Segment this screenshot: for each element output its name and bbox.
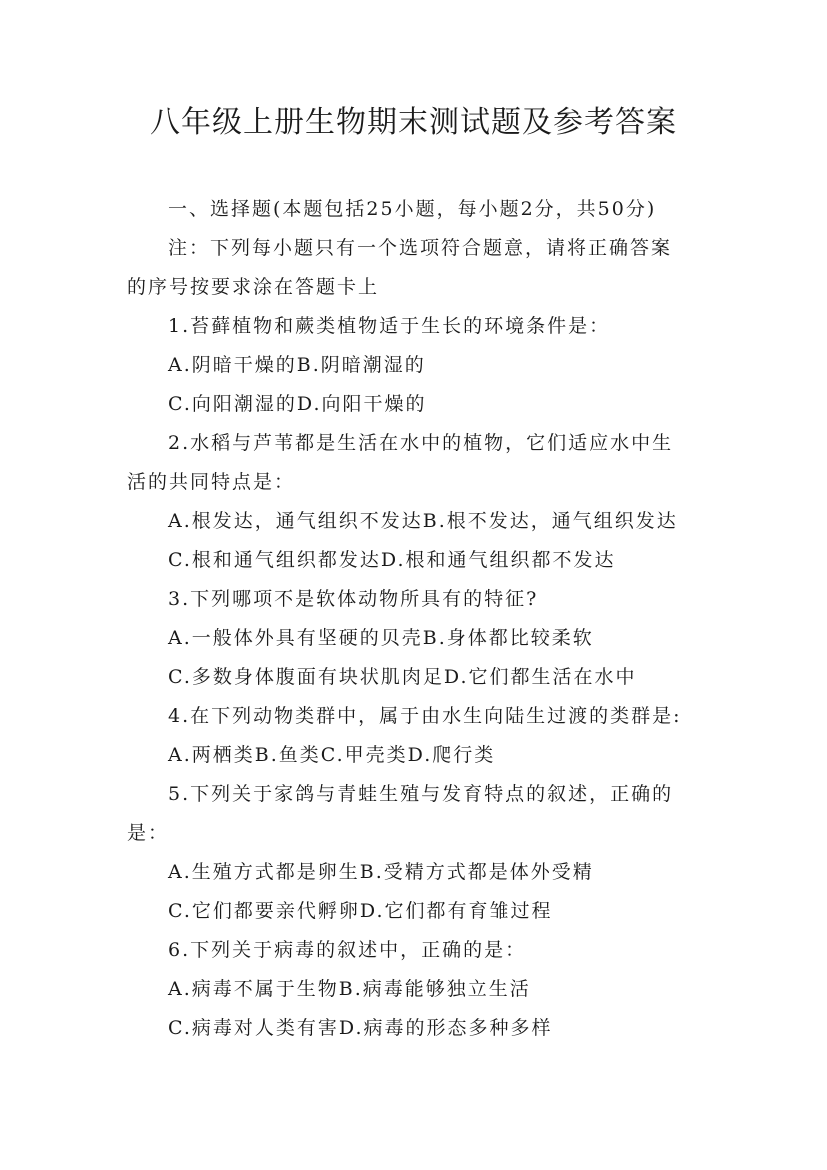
text-line: C.它们都要亲代孵卵D.它们都有育雏过程 bbox=[168, 900, 553, 922]
text-line: 一、选择题(本题包括25小题，每小题2分，共50分) bbox=[168, 198, 657, 220]
text-line: C.根和通气组织都发达D.根和通气组织都不发达 bbox=[168, 549, 616, 571]
text-line: A.病毒不属于生物B.病毒能够独立生活 bbox=[168, 978, 531, 1000]
text-line: C.向阳潮湿的D.向阳干燥的 bbox=[168, 393, 427, 415]
text-line: A.根发达，通气组织不发达B.根不发达，通气组织发达 bbox=[168, 510, 678, 532]
text-line: C.病毒对人类有害D.病毒的形态多种多样 bbox=[168, 1017, 553, 1039]
text-line: 4.在下列动物类群中，属于由水生向陆生过渡的类群是: bbox=[168, 705, 682, 727]
text-line: 的序号按要求涂在答题卡上 bbox=[127, 276, 380, 298]
text-line: 3.下列哪项不是软体动物所具有的特征? bbox=[168, 588, 539, 610]
text-line: A.两栖类B.鱼类C.甲壳类D.爬行类 bbox=[168, 744, 496, 766]
text-line: A.一般体外具有坚硬的贝壳B.身体都比较柔软 bbox=[168, 627, 594, 649]
text-line: 活的共同特点是： bbox=[127, 471, 296, 493]
text-line: A.阴暗干燥的B.阴暗潮湿的 bbox=[168, 354, 426, 376]
text-line: 6.下列关于病毒的叙述中，正确的是： bbox=[168, 939, 527, 961]
document-title: 八年级上册生物期末测试题及参考答案 bbox=[150, 105, 677, 140]
text-line: C.多数身体腹面有块状肌肉足D.它们都生活在水中 bbox=[168, 666, 637, 688]
text-line: 1.苔藓植物和蕨类植物适于生长的环境条件是： bbox=[168, 315, 611, 337]
text-line: 注：下列每小题只有一个选项符合题意，请将正确答案 bbox=[168, 237, 673, 259]
text-line: 是： bbox=[127, 822, 170, 844]
text-line: 2.水稻与芦苇都是生活在水中的植物，它们适应水中生 bbox=[168, 432, 674, 454]
document-body bbox=[127, 190, 707, 1048]
text-line: 5.下列关于家鸽与青蛙生殖与发育特点的叙述，正确的 bbox=[168, 783, 674, 805]
text-line: A.生殖方式都是卵生B.受精方式都是体外受精 bbox=[168, 861, 594, 883]
